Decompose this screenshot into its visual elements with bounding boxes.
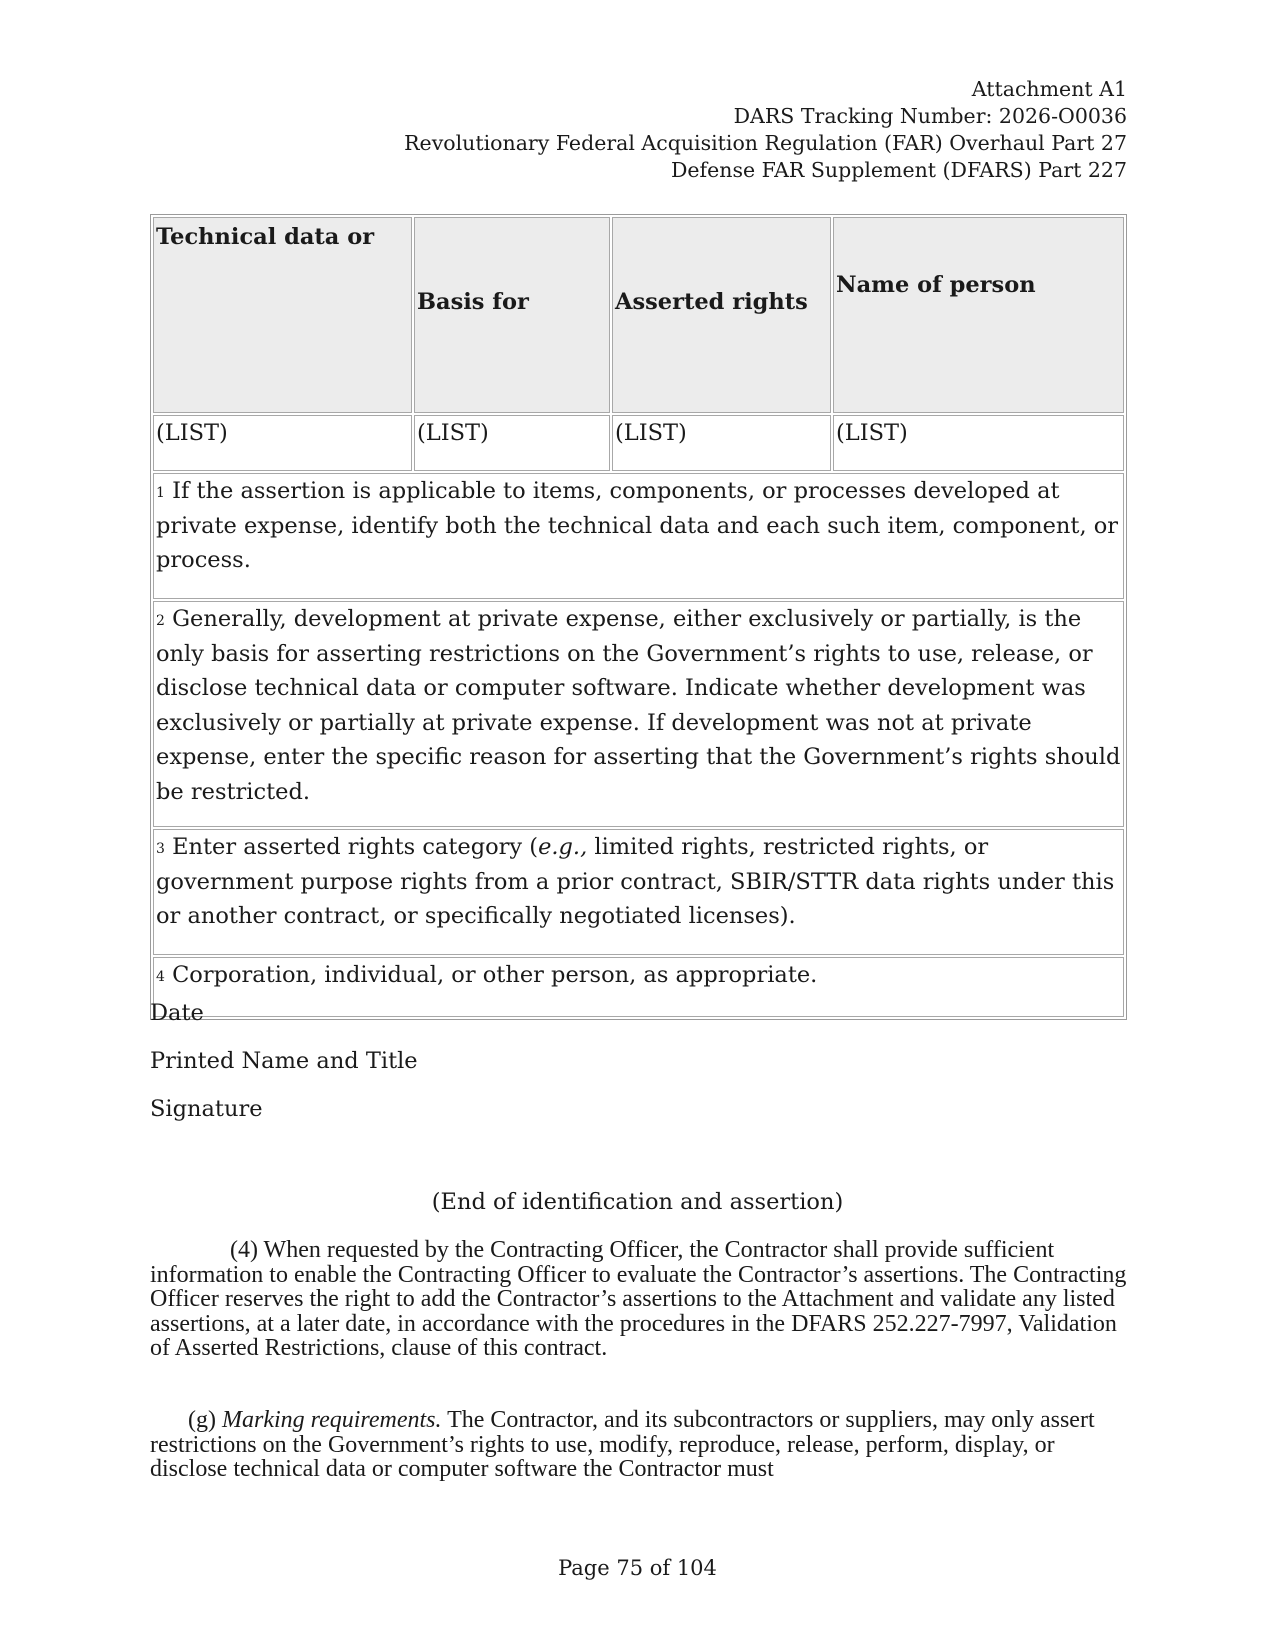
footnote-row bbox=[153, 601, 1124, 827]
footnote-4 bbox=[153, 957, 1124, 1017]
header-name-of-person: Name of person bbox=[833, 217, 1124, 413]
header-dars-number: DARS Tracking Number: 2026-O0036 bbox=[733, 104, 1127, 128]
date-label: Date bbox=[150, 1000, 204, 1026]
header-basis-for: Basis for bbox=[414, 217, 610, 413]
footnote-number: 1 bbox=[156, 485, 165, 501]
list-cell: (LIST) bbox=[153, 415, 412, 471]
header-asserted-rights: Asserted rights bbox=[612, 217, 831, 413]
footnote-row bbox=[153, 473, 1124, 599]
footnote-text: limited rights, restricted rights, or government purpose rights from a prior contract, SBIR/STTR data rights under this or another contract, or specifically negotiated licenses). bbox=[156, 834, 1115, 929]
footnote-number: 2 bbox=[156, 613, 165, 629]
footnote-italic: e.g., bbox=[538, 834, 588, 860]
paragraph-g-label: (g) bbox=[188, 1407, 222, 1433]
footnote-row bbox=[153, 957, 1124, 1017]
assertion-table bbox=[150, 214, 1127, 1020]
footnote-3 bbox=[153, 829, 1124, 955]
header-dfars-part: Defense FAR Supplement (DFARS) Part 227 bbox=[670, 158, 1127, 182]
list-cell: (LIST) bbox=[414, 415, 610, 471]
page-header bbox=[404, 76, 1127, 184]
footnote-1 bbox=[153, 473, 1124, 599]
paragraph-g bbox=[150, 1408, 1127, 1482]
footnote-number: 4 bbox=[156, 969, 165, 985]
header-far-part: Revolutionary Federal Acquisition Regulation (FAR) Overhaul Part 27 bbox=[404, 131, 1127, 155]
header-technical-data: Technical data or bbox=[153, 217, 412, 413]
table-header-row bbox=[153, 217, 1124, 413]
table-row bbox=[153, 415, 1124, 471]
footnote-row bbox=[153, 829, 1124, 955]
list-cell: (LIST) bbox=[833, 415, 1124, 471]
signature-label: Signature bbox=[150, 1096, 263, 1122]
paragraph-g-heading: Marking requirements. bbox=[221, 1407, 442, 1433]
header-attachment: Attachment A1 bbox=[971, 77, 1127, 101]
paragraph-4: (4) When requested by the Contracting Officer, the Contractor shall provide sufficient information to enable the Contracting Officer to evaluate the Contractor’s assertions. The Contracting Officer reserves the right to add the Contractor’s assertions to the Attachment and validate any listed assertions, at a later date, in accordance with the procedures in the DFARS 252.227-7997, Validation of Asserted Restrictions, clause of this contract. bbox=[150, 1237, 1127, 1361]
page-number: Page 75 of 104 bbox=[558, 1556, 717, 1580]
list-cell: (LIST) bbox=[612, 415, 831, 471]
footnote-text: If the assertion is applicable to items, components, or processes developed at private expense, identify both the technical data and each such item, component, or process. bbox=[156, 478, 1119, 573]
footnote-2 bbox=[153, 601, 1124, 827]
footnote-text: Corporation, individual, or other person, as appropriate. bbox=[164, 962, 818, 988]
footnote-number: 3 bbox=[156, 841, 165, 857]
printed-name-label: Printed Name and Title bbox=[150, 1048, 418, 1074]
footnote-text: Enter asserted rights category ( bbox=[164, 834, 539, 860]
end-of-assertion: (End of identification and assertion) bbox=[431, 1189, 844, 1215]
paragraph-g-text: The Contractor, and its subcontractors or suppliers, may only assert restrictions on the Government’s rights to use, modify, reproduce, release, perform, display, or disclose technical data or computer software the Contractor must bbox=[150, 1407, 1095, 1482]
footnote-text: Generally, development at private expense, either exclusively or partially, is the only basis for asserting restrictions on the Government’s rights to use, release, or disclose technical data or computer software. Indicate whether development was exclusively or partially at private expense. If development was not at private expense, enter the specific reason for asserting that the Government’s rights should be restricted. bbox=[156, 606, 1121, 805]
